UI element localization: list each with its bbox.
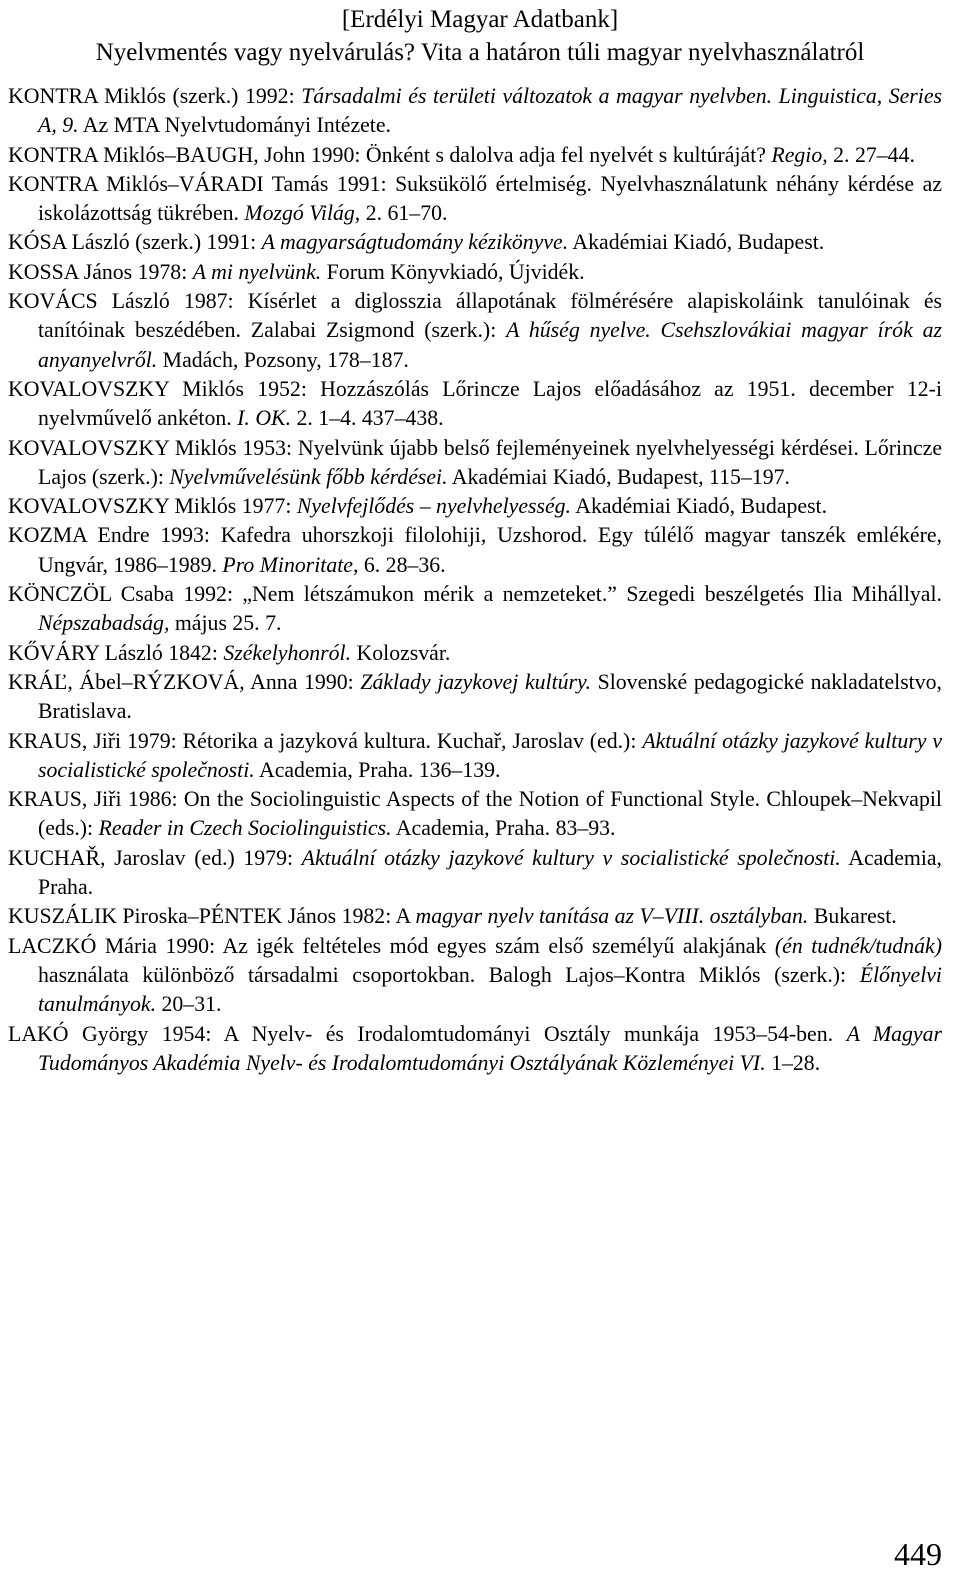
bibliography-entry [8,228,942,257]
entry-text: KOSSA János 1978: [8,259,193,284]
entry-text: KOVALOVSZKY Miklós 1953: Nyelvünk újabb belső fejleményeinek nyelvhelyességi kérdései. Lőrincze Lajos (szerk.): [8,435,942,489]
bibliography-entry [8,580,942,639]
bibliography-list [8,82,942,1078]
bibliography-entry [8,639,942,668]
entry-text: 2. 61–70. [360,201,448,226]
entry-text: Akadémiai Kiadó, Budapest. [571,494,828,519]
page-header [0,3,960,69]
site-name: [Erdélyi Magyar Adatbank] [341,6,619,33]
entry-text: 2. 1–4. 437–438. [291,406,444,431]
entry-text: Academia, Praha. [38,845,942,900]
entry-text: 6. 28–36. [358,552,446,577]
entry-title-italic: magyar nyelv tanítása az V–VIII. osztályban. [415,904,809,929]
bibliography-entry [8,844,942,903]
bibliography-entry [8,492,942,521]
entry-text: 20–31. [156,992,222,1017]
entry-text: Slovenské pedagogické nakladatelstvo, Bratislava. [38,669,942,724]
entry-text: KUSZÁLIK Piroska–PÉNTEK János 1982: A [8,904,416,929]
entry-text: KÖNCZÖL Csaba 1992: „Nem létszámukon mérik a nemzeteket.” Szegedi beszélgetés Ilia Mihállyal. [8,582,942,607]
entry-text: KRAUS, Jiři 1979: Rétorika a jazyková kultura. Kuchař, Jaroslav (ed.): [8,728,643,753]
bibliography-entry [8,932,942,1020]
entry-text: Academia, Praha. 136–139. [254,757,501,782]
entry-text: KÓSA László (szerk.) 1991: [8,230,262,255]
document-title: Nyelvmentés vagy nyelvárulás? Vita a határon túli magyar nyelvhasználatról [95,39,865,66]
bibliography-entry [8,434,942,493]
bibliography-entry [8,1020,942,1079]
entry-text: KŐVÁRY László 1842: [8,640,224,665]
entry-title-italic: Pro Minoritate, [222,552,359,577]
entry-title-italic: A mi nyelvünk. [192,259,322,284]
bibliography-entry [8,375,942,434]
entry-title-italic: A Magyar Tudományos Akadémia Nyelv- és Irodalomtudományi Osztályának Közleményei VI. [38,1021,942,1075]
entry-text: LAKÓ György 1954: A Nyelv- és Irodalomtudományi Osztály munkája 1953–54-ben. [8,1021,847,1046]
entry-text: május 25. 7. [169,611,282,636]
entry-text: KOVALOVSZKY Miklós 1952: Hozzászólás Lőrincze Lajos előadásához az 1951. december 12-i nyelvművelő ankéton. [8,376,942,431]
entry-title-italic: Élőnyelvi tanulmányok. [38,962,942,1017]
entry-text: KOZMA Endre 1993: Kafedra uhorszkoji filolohiji, Uzshorod. Egy túlélő magyar tanszék emlékére, Ungvár, 1986–1989. [8,523,942,577]
entry-text: LACZKÓ Mária 1990: Az igék feltételes mód egyes szám első személyű alakjának [8,933,775,958]
entry-title-italic: Aktuální otázky jazykové kultury v socialistické společnosti. [301,845,841,870]
bibliography-entry [8,258,942,287]
entry-text: Bukarest. [808,904,897,929]
bibliography-entry [8,141,942,170]
entry-title-italic: (én tudnék/tudnák) [774,933,942,958]
entry-title-italic: Székelyhonról. [223,640,352,665]
bibliography-entry [8,170,942,229]
page-number: 449 [894,1536,942,1572]
bibliography-entry [8,727,942,786]
entry-title-italic: Aktuální otázky jazykové kultury v socialistické společnosti. [38,728,942,782]
entry-text: Kolozsvár. [351,640,451,665]
entry-text: KRÁĽ, Ábel–RÝZKOVÁ, Anna 1990: [8,669,361,694]
bibliography-entry [8,668,942,727]
bibliography-entry [8,785,942,844]
entry-title-italic: Népszabadság, [38,611,170,636]
entry-text: KUCHAŘ, Jaroslav (ed.) 1979: [8,845,302,870]
entry-title-italic: Nyelvfejlődés – nyelvhelyesség. [296,494,571,519]
entry-title-italic: A magyarságtudomány kézikönyve. [261,230,569,255]
entry-text: Academia, Praha. 83–93. [391,816,616,841]
entry-text: Akadémiai Kiadó, Budapest. [568,230,825,255]
entry-text: KONTRA Miklós–VÁRADI Tamás 1991: Suksükölő értelmiség. Nyelvhasználatunk néhány kérdése az iskolázottság tükrében. [8,171,942,226]
entry-text: 1–28. [765,1050,821,1075]
entry-text: 2. 27–44. [827,142,915,167]
entry-text: KOVALOVSZKY Miklós 1977: [8,494,297,519]
bibliography-entry [8,287,942,375]
entry-text: KOVÁCS László 1987: Kísérlet a diglosszia állapotának fölmérésére alapiskoláink tanulóinak és tanítóinak beszédében. Zalabai Zsigmond (szerk.): [8,289,942,343]
entry-text: használata különböző társadalmi csoportokban. Balogh Lajos–Kontra Miklós (szerk.): [38,962,860,987]
entry-title-italic: Základy jazykovej kultúry. [360,669,591,694]
entry-title-italic: A hűség nyelve. Csehszlovákiai magyar írók az anyanyelvről. [38,318,942,372]
entry-title-italic: I. OK. [237,406,292,431]
bibliography-entry [8,82,942,141]
entry-text: KONTRA Miklós (szerk.) 1992: [8,84,302,108]
entry-title-italic: Reader in Czech Sociolinguistics. [98,816,392,841]
entry-text: Akadémiai Kiadó, Budapest, 115–197. [447,464,790,489]
entry-title-italic: Regio, [771,142,828,167]
entry-text: KRAUS, Jiři 1986: On the Sociolinguistic Aspects of the Notion of Functional Style. Chloupek–Nekvapil (eds.): [8,787,942,841]
entry-title-italic: Társadalmi és területi változatok a magyar nyelvben. Linguistica, Series A, 9. [38,84,942,138]
bibliography-entry [8,521,942,580]
entry-text: KONTRA Miklós–BAUGH, John 1990: Önként s dalolva adja fel nyelvét s kultúráját? [8,142,772,167]
entry-text: Forum Könyvkiadó, Újvidék. [321,259,585,284]
bibliography-entry [8,902,942,931]
entry-title-italic: Mozgó Világ, [244,201,361,226]
entry-text: Az MTA Nyelvtudományi Intézete. [78,113,391,138]
entry-title-italic: Nyelvművelésünk főbb kérdései. [169,464,448,489]
entry-text: Madách, Pozsony, 178–187. [157,347,409,372]
